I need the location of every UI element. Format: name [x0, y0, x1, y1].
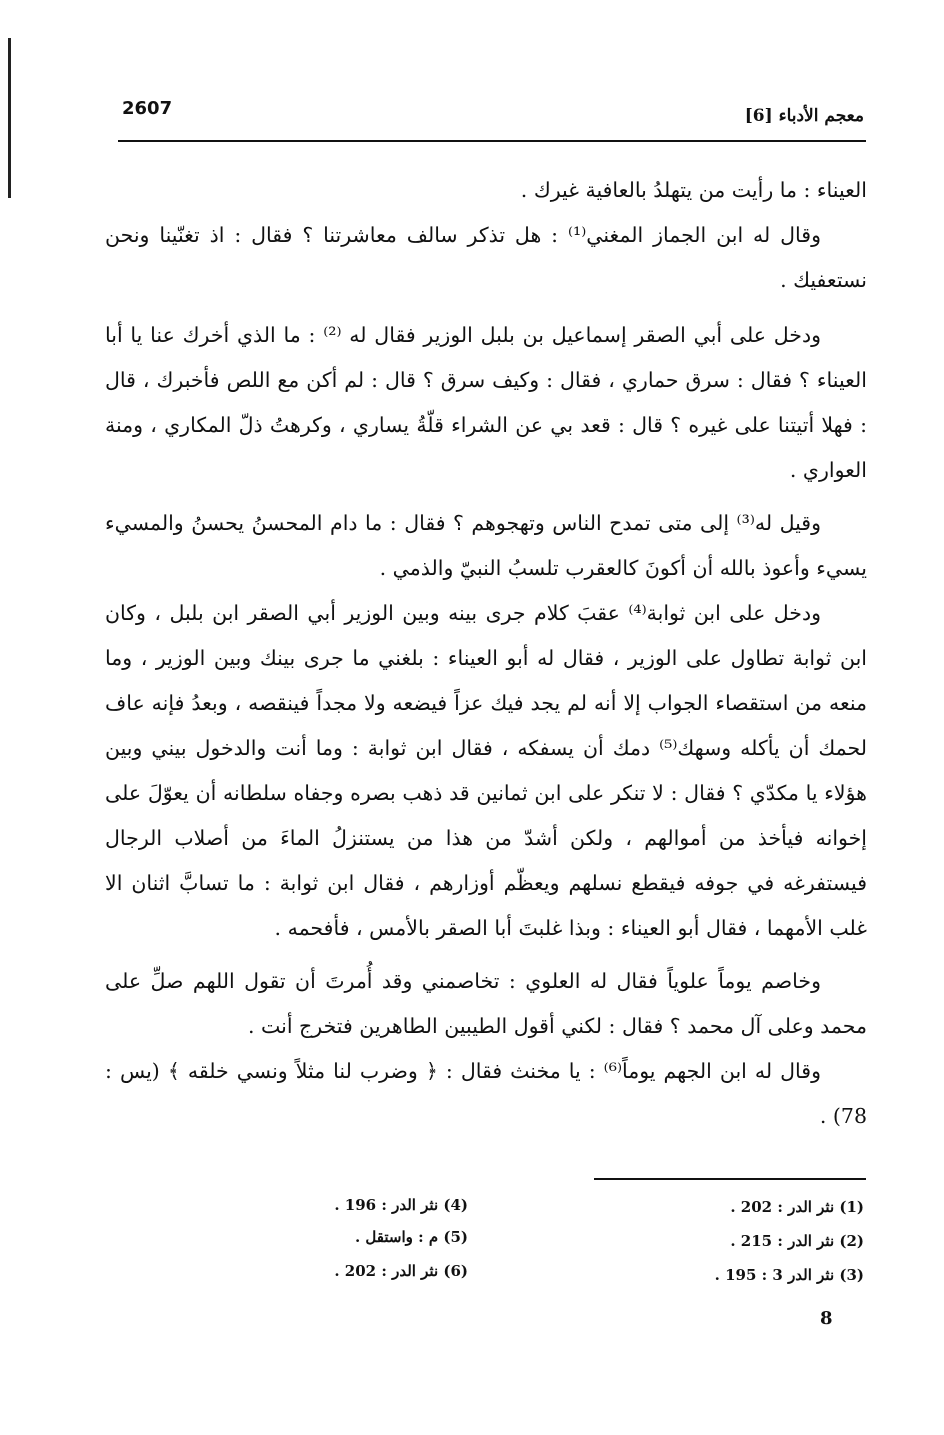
scan-edge-rule	[8, 38, 11, 198]
folio-number: 8	[820, 1308, 833, 1329]
paragraph-1: العيناء : ما رأيت من يتهلدُ بالعافية غيرك .	[520, 178, 867, 202]
footnote-5: (5) م : واستقل .	[354, 1228, 468, 1246]
paragraph-3: ودخل على أبي الصقر إسماعيل بن بلبل الوزير فقال له ⁽²⁾ : ما الذي أخرك عنا يا أبا العيناء ؟ فقال : سرق حماري ، فقال : وكيف سرق ؟ قال : لم أكن مع اللص فأخبرك ، قال : فهلا أتيتنا على غيره ؟ قال : قعد بي عن الشراء قلّةُ يساري ، وكرهتُ ذلّ المكاري ، ومنة العواري .	[105, 323, 867, 482]
paragraph-7: وقال له ابن الجهم يوماً⁽⁶⁾ : يا مخنث فقال : ﴿ وضرب لنا مثلاً ونسي خلقه ﴾ (يس : 78) .	[105, 1059, 867, 1128]
paragraph-5: ودخل على ابن ثوابة⁽⁴⁾ عقبَ كلام جرى بينه وبين الوزير أبي الصقر ابن بلبل ، وكان ابن ثوابة تطاول على الوزير ، فقال له أبو العيناء : بلغني ما جرى بينك وبين الوزير ، وما منعه من استقصاء الجواب إلا أنه لم يجد فيك عزاً فيضعه ولا مجداً فينقصه ، وبعدُ فإنه عاف لحمك أن يأكله وسهك⁽⁵⁾ دمك أن يسفكه ، فقال ابن ثوابة : وما أنت والدخول بيني وبين هؤلاء يا مكدّي ؟ فقال : لا تنكر على ابن ثمانين قد ذهب بصره وجفاه سلطانه أن يعوّلَ على إخوانه فيأخذ من أموالهم ، ولكن أشدّ من هذا من يستنزلُ الماءَ من أصلاب الرجال فيستفرغه في جوفه فيقطع نسلهم ويعظّم أوزارهم ، فقال ابن ثوابة : ما تسابَّ اثنان الا غلب الأمهما ، فقال أبو العيناء : وبذا غلبتَ أبا الصقر بالأمس ، فأفحمه .	[105, 601, 867, 940]
footnote-2: (2) نثر الدر : 215 .	[730, 1232, 864, 1250]
page-number: 2607	[122, 98, 173, 119]
paragraph-2: وقال له ابن الجماز المغني⁽¹⁾ : هل تذكر سالف معاشرتنا ؟ فقال : اذ تغنّينا ونحن نستعفيك .	[105, 223, 867, 292]
footnote-separator	[594, 1178, 866, 1180]
paragraph-4: وقيل له⁽³⁾ إلى متى تمدح الناس وتهجوهم ؟ فقال : ما دام المحسنُ يحسنُ والمسيء يسيء وأعوذ بالله أن أكونَ كالعقرب تلسبُ النبيّ والذمي .	[105, 511, 867, 580]
footnote-3: (3) نثر الدر 3 : 195 .	[714, 1266, 864, 1284]
footnote-1: (1) نثر الدر : 202 .	[730, 1198, 864, 1216]
page-header	[118, 92, 866, 142]
footnote-6: (6) نثر الدر : 202 .	[334, 1262, 468, 1280]
footnote-4: (4) نثر الدر : 196 .	[334, 1196, 468, 1214]
running-title: معجم الأدباء [6]	[744, 106, 864, 126]
main-text	[105, 168, 867, 1139]
paragraph-6: وخاصم يوماً علوياً فقال له العلوي : تخاصمني وقد أُمرتَ أن تقول اللهم صلِّ على محمد وعلى آل محمد ؟ فقال : لكني أقول الطيبين الطاهرين فتخرج أنت .	[105, 969, 867, 1038]
